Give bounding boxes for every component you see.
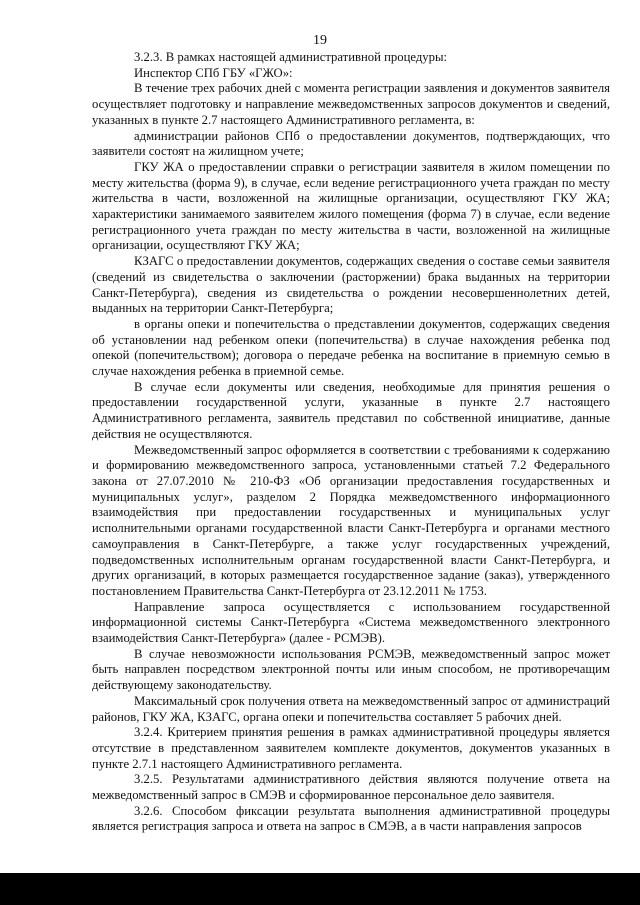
paragraph-3-2-4: 3.2.4. Критерием принятия решения в рамках административной процедуры является отсутствие в представленном заявителем комплекте документов, документов указанных в пункте 2.7.1 настоящего Административного регламента. <box>92 725 610 771</box>
paragraph-request-format: Межведомственный запрос оформляется в соответствии с требованиями к содержанию и формированию межведомственного запроса, установленными статьей 7.2 Федерального закона от 27.07.2010 № 210-ФЗ «Об организации предоставления государственных и муниципальных услуг», разделом 2 Порядка межведомственного информационного взаимодействия при предоставлении государственных и муниципальных услуг исполнительными органами государственной власти Санкт-Петербурга и органами местного самоуправления в Санкт-Петербурге, а также услуг государственных учреждений, подведомственных исполнительным органам государственной власти Санкт-Петербурга, и других организаций, в которых размещается государственное задание (заказ), утвержденного постановлением Правительства Санкт-Петербурга от 23.12.2011 № 1753. <box>92 442 610 598</box>
paragraph-inspector: Инспектор СПб ГБУ «ГЖО»: <box>134 65 293 80</box>
paragraph-rsmev: Направление запроса осуществляется с использованием государственной информационной системы Санкт-Петербурга «Система межведомственного электронного взаимодействия Санкт-Петербурга» (далее - РСМЭВ). <box>92 599 610 646</box>
paragraph-three-days: В течение трех рабочих дней с момента регистрации заявления и документов заявителя осуществляет подготовку и направление межведомственных запросов документов и сведений, указанных в пункте 2.7 настоящего Административного регламента, в: <box>92 81 610 127</box>
paragraph-3-2-6: 3.2.6. Способом фиксации результата выполнения административной процедуры является регистрация запроса и ответа на запрос в СМЭВ, а в части направления запросов <box>92 803 610 834</box>
page-number: 19 <box>313 33 327 48</box>
paragraph-guardianship: в органы опеки и попечительства о представлении документов, содержащих сведения об установлении над ребенком опеки (попечительства) в случае нахождения ребенка под опекой (попечительством); договора о передаче ребенка на воспитание в приемную семью в случае нахождения ребенка в приемной семье. <box>92 316 610 379</box>
paragraph-own-initiative: В случае если документы или сведения, необходимые для принятия решения о предоставлении государственной услуги, указанные в пункте 2.7 настоящего Административного регламента, заявитель представил по собственной инициативе, данные действия не осуществляются. <box>92 379 610 441</box>
paragraph-gku-zha: ГКУ ЖА о предоставлении справки о регистрации заявителя в жилом помещении по месту жительства (форма 9), в случае, если ведение регистрационного учета граждан по месту жительства в части, возложенной на жилищные организации, осуществляют ГКУ ЖА; характеристики занимаемого заявителем жилого помещения (форма 7) в случае, если ведение регистрационного учета граждан по месту жительства в части, возложенной на жилищные организации, осуществляют ГКУ ЖА; <box>92 159 610 253</box>
paragraph-kzags: КЗАГС о предоставлении документов, содержащих сведения о составе семьи заявителя (сведений из свидетельства о заключении (расторжении) брака выданных на территории Санкт-Петербурга), сведения из свидетельства о рождении несовершеннолетних детей, выданных на территории Санкт-Петербурга; <box>92 254 610 316</box>
paragraph-3-2-3: 3.2.3. В рамках настоящей административной процедуры: <box>134 50 448 64</box>
document-body <box>92 50 610 835</box>
paragraph-email-fallback: В случае невозможности использования РСМЭВ, межведомственный запрос может быть направлен посредством электронной почты или иным способом, не противоречащим действующему законодательству. <box>92 646 610 693</box>
paragraph-max-term: Максимальный срок получения ответа на межведомственный запрос от администраций районов, ГКУ ЖА, КЗАГС, органа опеки и попечительства составляет 5 рабочих дней. <box>92 693 610 724</box>
scan-bottom-edge <box>0 873 640 905</box>
paragraph-district-admin: администрации районов СПб о предоставлении документов, подтверждающих, что заявители состоят на жилищном учете; <box>92 128 610 159</box>
paragraph-3-2-5: 3.2.5. Результатами административного действия являются получение ответа на межведомственный запрос в СМЭВ и сформированное персональное дело заявителя. <box>92 772 610 803</box>
